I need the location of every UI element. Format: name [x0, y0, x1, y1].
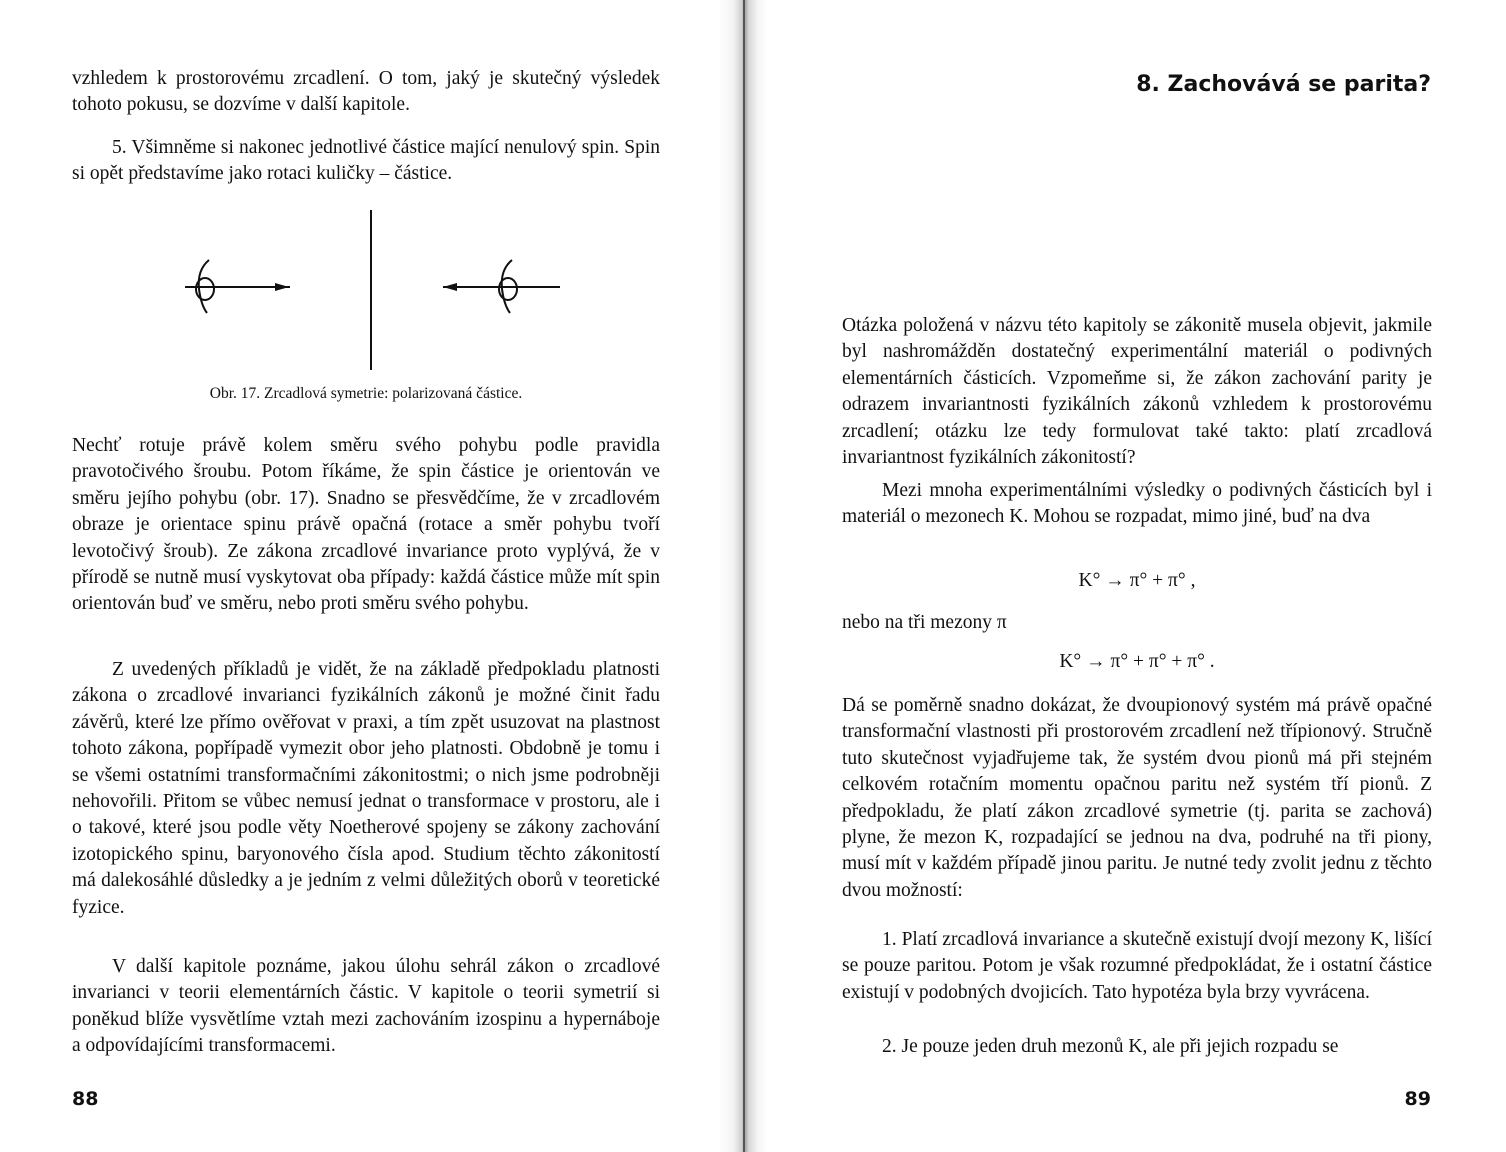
paragraph: Z uvedených příkladů je vidět, že na základě předpokladu platnosti zákona o zrcadlové invarianci fyzikálních zákonů je možné činit řadu závěrů, které lze přímo ověřovat v praxi, a tím zpět usuzovat na plastnost tohoto zákona, popřípadě vymezit obor jeho platnosti. Obdobně je tomu i se všemi ostatními transformačními zákonitostmi; o nich jsme podrobněji nehovořili. Přitom se vůbec nemusí jednat o transformace v prostoru, ale i o takové, které jsou podle věty Noetherové spojeny se zákony zachování izotopického spinu, baryonového čísla apod. Studium těchto zákonitostí má dalekosáhlé důsledky a je jedním z velmi důležitých oborů v teoretické fyzice.	[72, 659, 660, 918]
page-number: 88	[72, 1088, 99, 1110]
list-item: 2. Je pouze jeden druh mezonů K, ale při jejich rozpadu se	[882, 1036, 1339, 1057]
list-item: 1. Platí zrcadlová invariance a skutečně existují dvojí mezony K, lišící se pouze paritou. Potom je však rozumné předpokládat, že i ostatní částice existují v podobných dvojicích. Tato hypotéza byla brzy vyvrácena.	[842, 929, 1432, 1003]
equation: K° → π° + π° ,	[1078, 570, 1196, 591]
chapter-title: 8. Zachovává se parita?	[1136, 72, 1431, 97]
paragraph: Dá se poměrně snadno dokázat, že dvoupionový systém má právě opačné transformační vlastnosti při prostorovém zrcadlení než třípionový. Stručně tuto skutečnost vyjadřujeme tak, že systém dvou pionů má při stejném celkovém rotačním momentu opačnou paritu než systém tří pionů. Z předpokladu, že platí zákon zrcadlové symetrie (tj. parita se zachová) plyne, že mezon K, rozpadající se jednou na dva, podruhé na tři piony, musí mít v každém případě jinou paritu. Je nutné tedy zvolit jednu z těchto dvou možností:	[842, 695, 1432, 901]
paragraph: 5. Všimněme si nakonec jednotlivé částice mající nenulový spin. Spin si opět představíme jako rotaci kuličky – částice.	[72, 137, 660, 185]
paragraph: Otázka položená v názvu této kapitoly se zákonitě musela objevit, jakmile byl nashromážděn dostatečný experimentální materiál o podivných elementárních částicích. Vzpomeňme si, že zákon zachování parity je odrazem invariantnosti fyzikálních zákonů vzhledem k prostorovému zrcadlení; otázku lze tedy formulovat také takto: platí zrcadlová invariantnost fyzikálních zákonitostí?	[842, 315, 1432, 469]
paragraph: Mezi mnoha experimentálními výsledky o podivných částicích byl i materiál o mezonech K. Mohou se rozpadat, mimo jiné, buď na dva	[842, 480, 1432, 528]
paragraph: nebo na tři mezony π	[842, 612, 1007, 633]
paragraph: vzhledem k prostorovému zrcadlení. O tom, jaký je skutečný výsledek tohoto pokusu, se dozvíme v další kapitole.	[72, 68, 660, 116]
right-arrowhead	[443, 283, 457, 291]
left-arrowhead	[275, 283, 289, 291]
figure-caption: Obr. 17. Zrcadlová symetrie: polarizovaná částice.	[209, 385, 523, 402]
paragraph: V další kapitole poznáme, jakou úlohu sehrál zákon o zrcadlové invarianci v teorii elementárních částic. V kapitole o teorii symetrií si poněkud blíže vysvětlíme vztah mezi zachováním izospinu a hypernáboje a odpovídajícími transformacemi.	[72, 956, 660, 1057]
gutter-fold-line	[743, 0, 745, 1152]
right-page	[765, 0, 1506, 1152]
figure-mirror-symmetry	[175, 205, 575, 375]
page-number: 89	[1404, 1088, 1431, 1110]
left-page	[0, 0, 735, 1152]
paragraph: Nechť rotuje právě kolem směru svého pohybu podle pravidla pravotočivého šroubu. Potom říkáme, že spin částice je orientován ve směru jejího pohybu (obr. 17). Snadno se přesvědčíme, že v zrcadlovém obraze je orientace spinu právě opačná (rotace a směr pohybu tvoří levotočivý šroub). Ze zákona zrcadlové invariance proto vyplývá, že v přírodě se nutně musí vyskytovat oba případy: každá částice může mít spin orientován buď ve směru, nebo proti směru svého pohybu.	[72, 435, 660, 615]
equation: K° → π° + π° + π° .	[1059, 651, 1215, 672]
